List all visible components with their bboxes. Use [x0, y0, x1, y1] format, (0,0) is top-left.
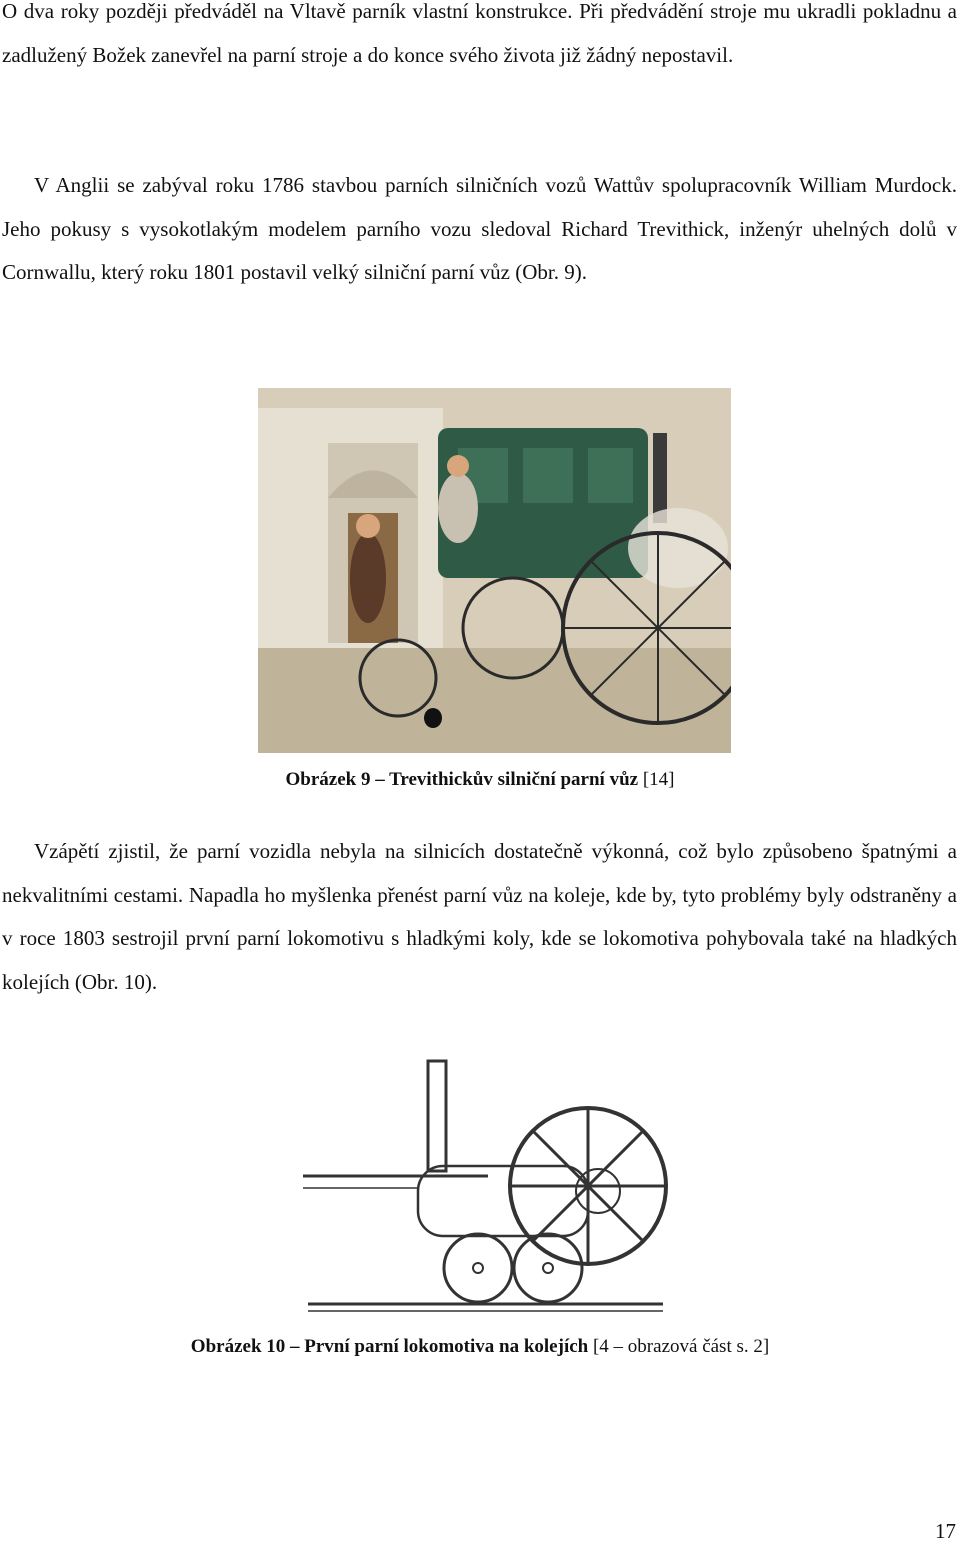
- figure-9-caption-ref: [14]: [642, 769, 675, 790]
- figure-10-caption: [0, 1336, 960, 1358]
- figure-9-caption: [0, 769, 960, 791]
- figure-first-locomotive: [298, 1056, 670, 1318]
- paragraph-locomotive: Vzápětí zjistil, že parní vozidla nebyla na silnicích dostatečně výkonná, což bylo způsobeno špatnými a nekvalitními cestami. Napadla ho myšlenka přenést parní vůz na koleje, kde by, tyto problémy byly odstraněny a v roce 1803 sestrojil první parní lokomotivu s hladkými koly, kde se lokomotiva pohybovala také na hladkých kolejích (Obr. 10).: [2, 839, 957, 994]
- paragraph-murdock: V Anglii se zabýval roku 1786 stavbou parních silničních vozů Wattův spolupracovník William Murdock. Jeho pokusy s vysokotlakým modelem parního vozu sledoval Richard Trevithick, inženýr uhelných dolů v Cornwallu, který roku 1801 postavil velký silniční parní vůz (Obr. 9).: [2, 173, 957, 284]
- locomotive-sketch: [298, 1056, 670, 1318]
- figure-10-caption-ref: [4 – obrazová část s. 2]: [592, 1336, 770, 1357]
- figure-9-caption-title: Obrázek 9 – Trevithickův silniční parní vůz: [285, 769, 639, 790]
- paragraph-intro: O dva roky později předváděl na Vltavě parník vlastní konstrukce. Při předvádění stroje mu ukradli pokladnu a zadlužený Božek zanevřel na parní stroje a do konce svého života již žádný nepostavil.: [2, 0, 957, 67]
- steam-carriage-illustration: [258, 388, 731, 753]
- figure-trevithick-steam-carriage: [258, 388, 731, 753]
- page-number: 17: [935, 1519, 956, 1543]
- figure-10-caption-title: Obrázek 10 – První parní lokomotiva na kolejích: [190, 1336, 589, 1357]
